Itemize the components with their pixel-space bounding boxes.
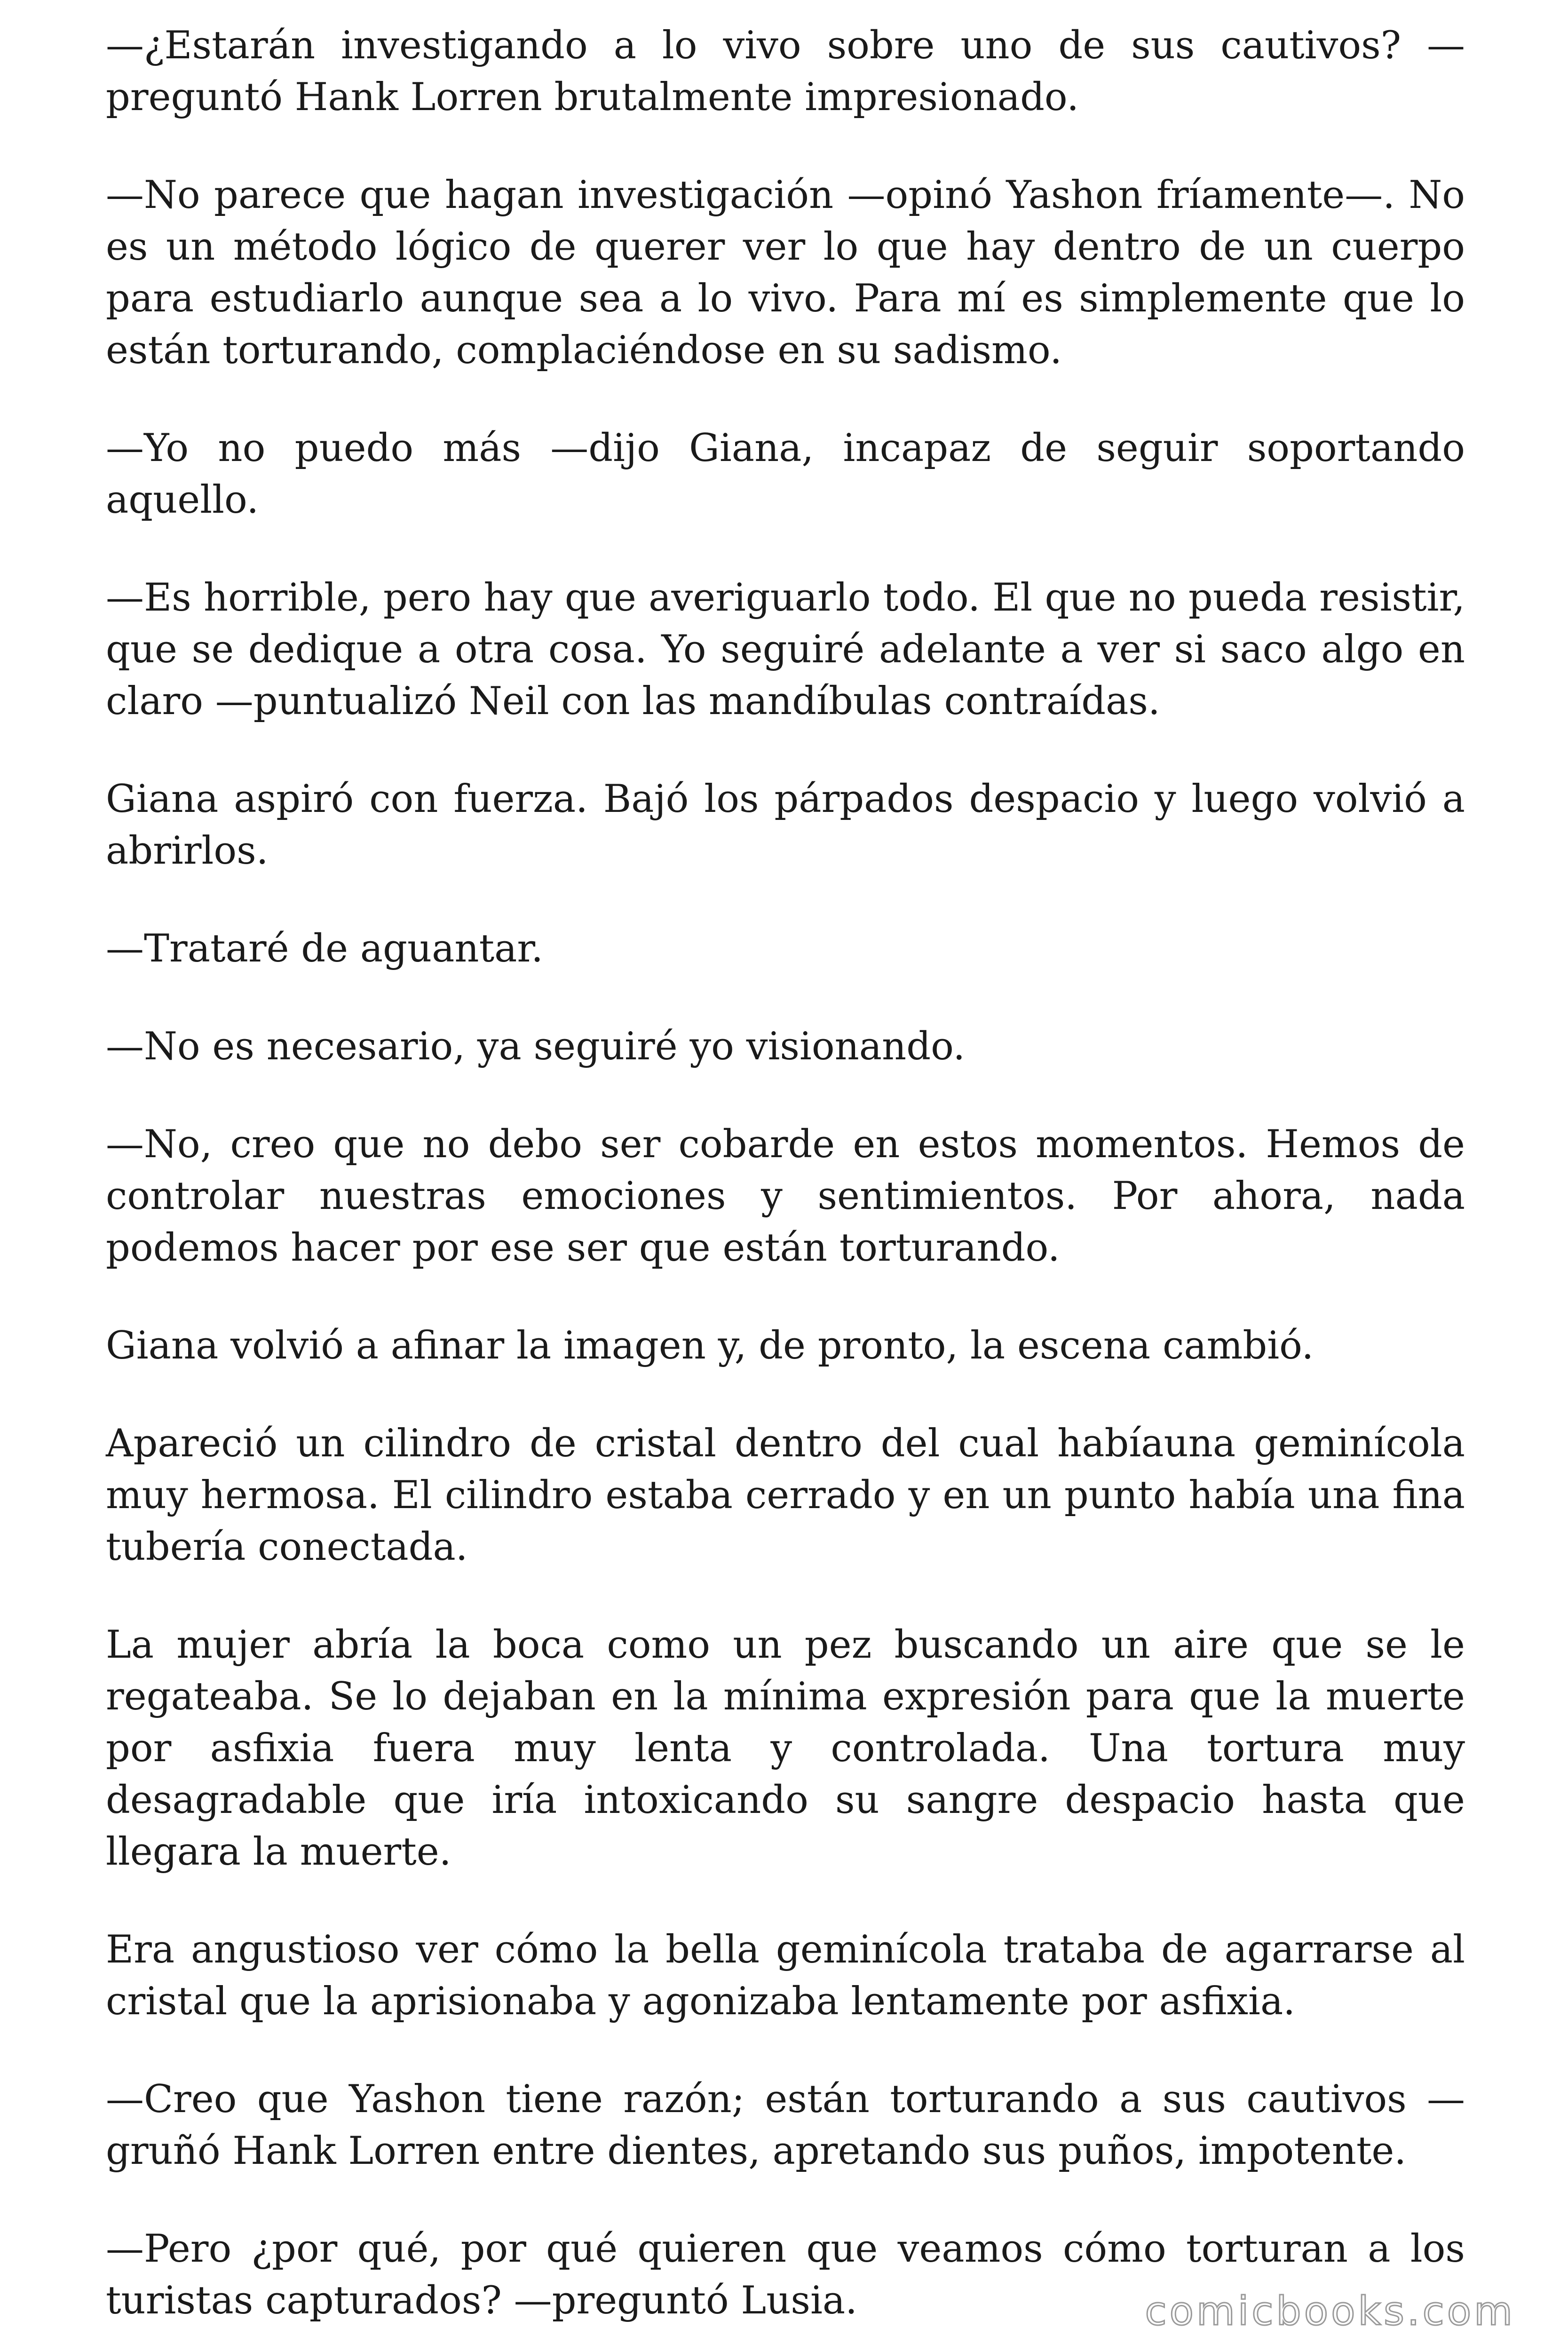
- paragraph: Giana aspiró con fuerza. Bajó los párpados despacio y luego volvió a abrirlos.: [106, 777, 1465, 873]
- paragraph: —¿Estarán investigando a lo vivo sobre uno de sus cautivos? —preguntó Hank Lorren brutalmente impresionado.: [106, 24, 1465, 119]
- book-page-text: [106, 20, 1465, 2327]
- paragraph: —Trataré de aguantar.: [106, 927, 543, 971]
- paragraph: Apareció un cilindro de cristal dentro del cual habíauna geminícola muy hermosa. El cilindro estaba cerrado y en un punto había una fina tubería conectada.: [106, 1422, 1465, 1569]
- paragraph: —No, creo que no debo ser cobarde en estos momentos. Hemos de controlar nuestras emociones y sentimientos. Por ahora, nada podemos hacer por ese ser que están torturando.: [106, 1122, 1465, 1270]
- paragraph: —Creo que Yashon tiene razón; están torturando a sus cautivos —gruñó Hank Lorren entre dientes, apretando sus puños, impotente.: [106, 2077, 1465, 2173]
- paragraph: —No es necesario, ya seguiré yo visionando.: [106, 1025, 966, 1069]
- paragraph: —No parece que hagan investigación —opinó Yashon fríamente—. No es un método lógico de querer ver lo que hay dentro de un cuerpo para estudiarlo aunque sea a lo vivo. Para mí es simplemente que lo están torturando, complaciéndose en su sadismo.: [106, 173, 1465, 373]
- paragraph: —Es horrible, pero hay que averiguarlo todo. El que no pueda resistir, que se dedique a otra cosa. Yo seguiré adelante a ver si saco algo en claro —puntualizó Neil con las mandíbulas contraídas.: [106, 576, 1465, 723]
- paragraph: Giana volvió a afinar la imagen y, de pronto, la escena cambió.: [106, 1324, 1314, 1368]
- paragraph: —Yo no puedo más —dijo Giana, incapaz de seguir soportando aquello.: [106, 426, 1465, 522]
- paragraph: Era angustioso ver cómo la bella geminícola trataba de agarrarse al cristal que la aprisionaba y agonizaba lentamente por asfixia.: [106, 1928, 1465, 2024]
- paragraph: La mujer abría la boca como un pez buscando un aire que se le regateaba. Se lo dejaban en la mínima expresión para que la muerte por asfixia fuera muy lenta y controlada. Una tortura muy desagradable que iría intoxicando su sangre despacio hasta que llegara la muerte.: [106, 1623, 1465, 1874]
- paragraph: —Pero ¿por qué, por qué quieren que veamos cómo torturan a los turistas capturados? —preguntó Lusia.: [106, 2227, 1465, 2323]
- watermark: comicbooks.com: [1145, 2288, 1515, 2334]
